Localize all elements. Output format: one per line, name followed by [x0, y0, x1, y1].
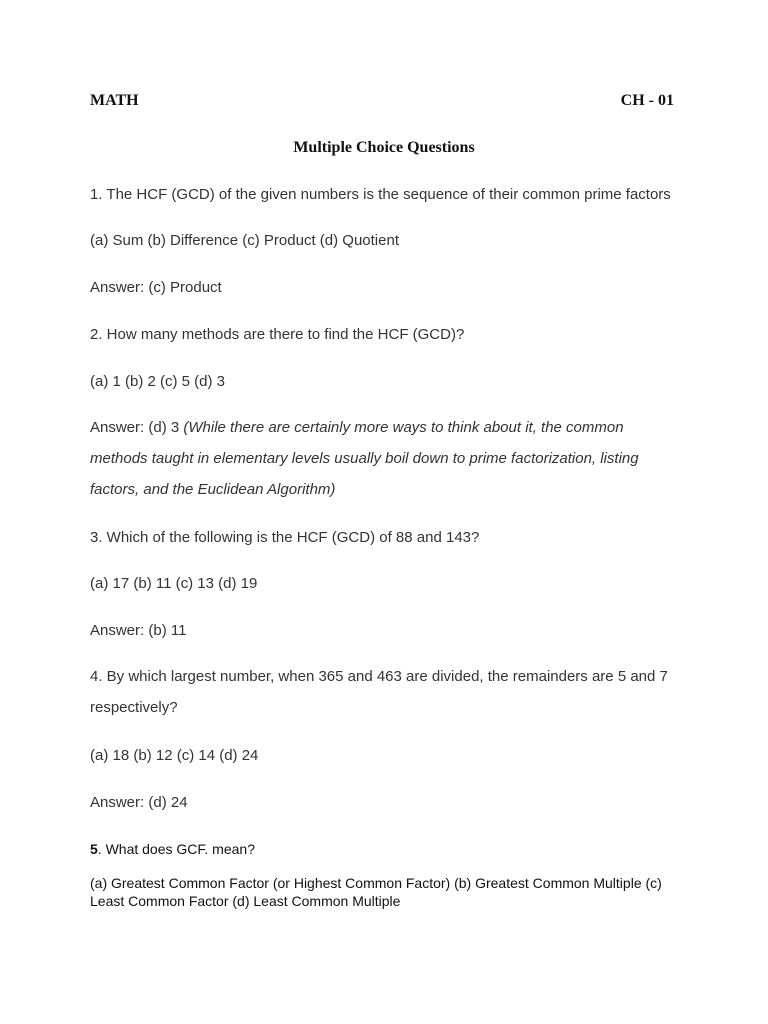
question-3-options: (a) 17 (b) 11 (c) 13 (d) 19	[90, 575, 258, 592]
question-5	[90, 841, 255, 857]
question-2: 2. How many methods are there to find the HCF (GCD)?	[90, 326, 465, 343]
question-2-answer: Answer: (d) 3	[90, 419, 184, 436]
question-4-options: (a) 18 (b) 12 (c) 14 (d) 24	[90, 747, 259, 764]
question-3-answer: Answer: (b) 11	[90, 622, 187, 639]
question-3: 3. Which of the following is the HCF (GCD) of 88 and 143?	[90, 529, 480, 546]
question-5-number: 5	[90, 841, 98, 857]
question-1-options: (a) Sum (b) Difference (c) Product (d) Quotient	[90, 232, 399, 249]
question-5-options: (a) Greatest Common Factor (or Highest Common Factor) (b) Greatest Common Multiple (c) Least Common Factor (d) Least Common Multiple	[90, 875, 662, 909]
chapter-label: CH - 01	[620, 92, 674, 109]
question-2-options: (a) 1 (b) 2 (c) 5 (d) 3	[90, 373, 226, 390]
page-title: Multiple Choice Questions	[293, 139, 475, 156]
question-2-answer-note: (While there are certainly more ways to think about it, the common methods taught in elementary levels usually boil down to prime factorization, listing factors, and the Euclidean Algorithm)	[90, 419, 639, 498]
question-1: 1. The HCF (GCD) of the given numbers is the sequence of their common prime factors	[90, 186, 671, 203]
subject-label: MATH	[90, 92, 139, 109]
question-4: 4. By which largest number, when 365 and 463 are divided, the remainders are 5 and 7 respectively?	[90, 668, 668, 716]
question-5-text: . What does GCF. mean?	[97, 841, 255, 857]
question-4-answer: Answer: (d) 24	[90, 794, 188, 811]
question-2-answer-block	[90, 412, 680, 505]
question-1-answer: Answer: (c) Product	[90, 279, 222, 296]
